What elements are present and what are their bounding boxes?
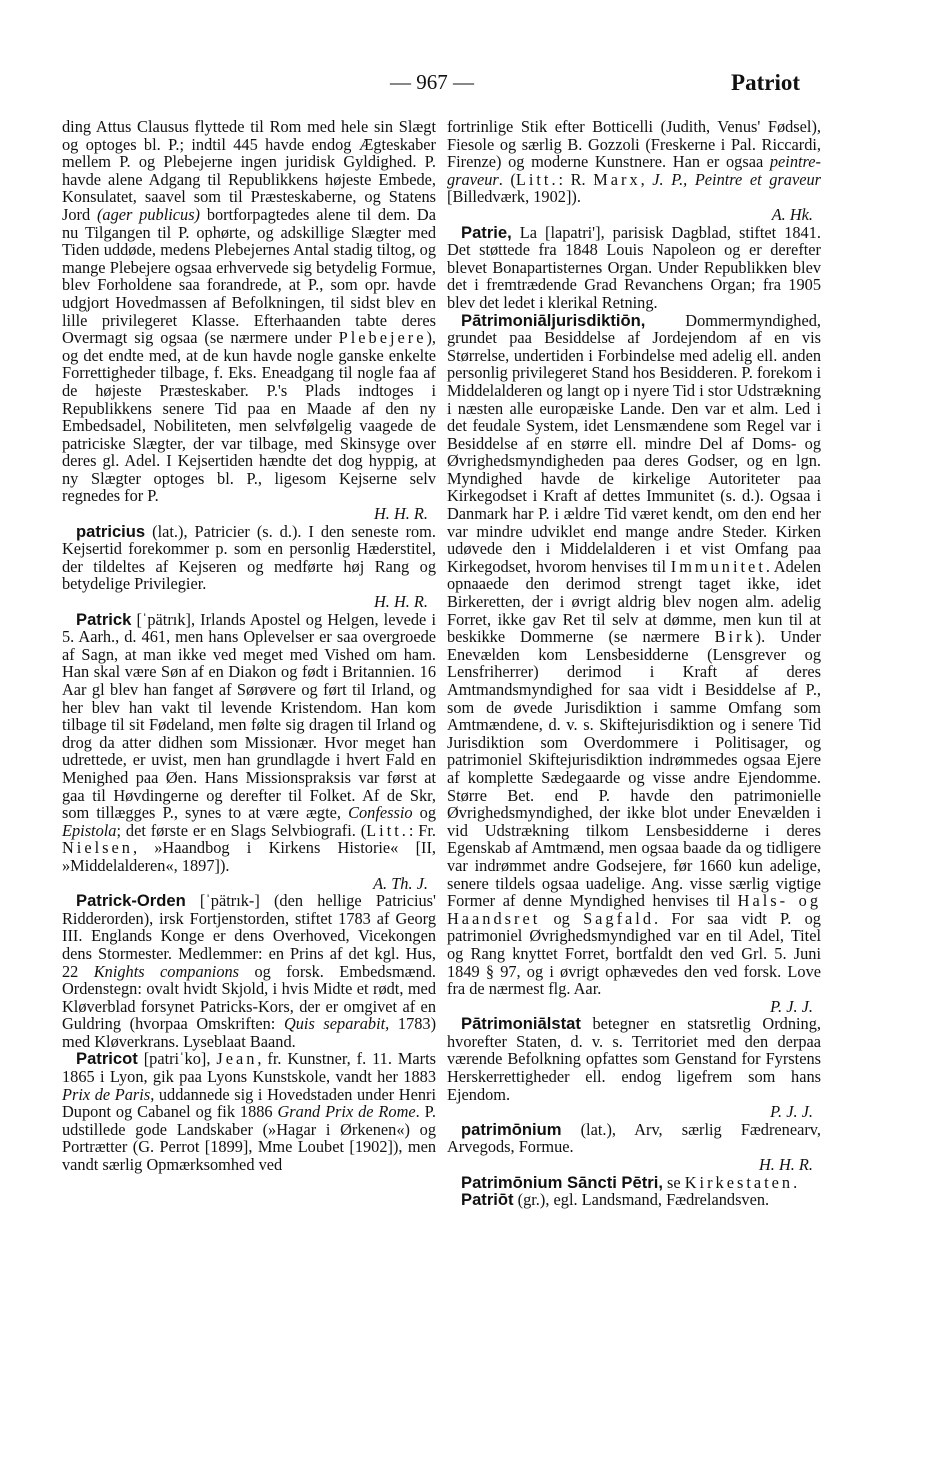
text: og bbox=[419, 803, 437, 823]
text: : Fr. bbox=[408, 820, 437, 840]
text: ), og det endte med, at de kun havde nogle ganske enkelte Forrettigheder tilbage, f. Eks. Eneadgang til nogle faa af de højeste Præsteskaber. P.'s Plads indtoges i Republikkens senere Tid paa en Maade af den ny Embedsadel, Nobiliteten, men selvfølgelig vaagede de patriciske Slægter, der var tilbage, med Skinsyge over deres gl. Adel. I Kejsertiden hændte det dog hyppig, at ny Slægter optoges bl. P., ligesom Kejserne selv regnedes for P. bbox=[62, 328, 437, 506]
text: [patriˈko], bbox=[143, 1049, 211, 1069]
text: [ˈpätrık-] (den hellige Patricius' Ridderorden), irsk Fortjenstorden, stiftet 1783 af Georg III. Englands Konge er dens Overhoved, Vicekongen dens Stormester. Medlemmer: en Prins af det kgl. Hus, 22 bbox=[62, 891, 436, 981]
author-name: Marx bbox=[593, 169, 641, 189]
text: . Adelen opnaaede den derimod strengt taget ikke, idet Birkeretten, der i øvrigt aldrig blev nogen alm. adelig Forret, ikke gav Ret til selv at dømme, men kun til at beskikke Dommerne (se nærmere bbox=[447, 556, 821, 647]
entry-patricot bbox=[62, 1050, 436, 1173]
text-italic: J. P., Peintre et graveur bbox=[652, 169, 821, 189]
headword: Pātrimoniālstat bbox=[461, 1014, 581, 1034]
literature-label: Litt. bbox=[366, 820, 409, 840]
entry-patrie bbox=[447, 224, 821, 312]
cross-reference: Kirkestaten bbox=[684, 1172, 794, 1192]
text-italic: Knights companions bbox=[93, 961, 240, 981]
cross-reference: Hals- og Haandsret bbox=[447, 891, 821, 928]
text: . P. udstillede gode Landskaber (»Hagar i Ørkenen«) og Portrætter (G. Perrot [1899], Mme Loubet [1902]), men vandt særlig Opmærksomhed ved bbox=[62, 1102, 437, 1175]
entry-patrimonialstat bbox=[447, 1015, 821, 1121]
literature-label: Litt. bbox=[515, 169, 559, 189]
headword: patrimōnium bbox=[461, 1119, 562, 1139]
text-italic: Grand Prix de Rome bbox=[277, 1102, 416, 1122]
headword: Patrick bbox=[76, 609, 132, 629]
text: La [lapatri'], parisisk Dagblad, stiftet 1841. Det støttede fra 1848 Louis Napoleon og er derefter blevet Bonapartisternes Organ. Under Republikken blev det i fremtrædende Grad Revanchens Organ; fra 1905 blev det ledet i klerikal Retning. bbox=[447, 222, 821, 312]
text: fortrinlige Stik efter Botticelli (Judith, Venus' Fødsel), Fiesole og særlig B. Gozzoli (Freskerne i Pal. Riccardi, Firenze) og moderne Kunstnere. Han er ogsaa bbox=[447, 117, 821, 172]
text: , »Haandbog i Kirkens Historie« [II, »Middelalderen«, 1897]). bbox=[62, 838, 436, 875]
text-italic: Prix de Paris bbox=[62, 1084, 151, 1104]
text: [Billedværk, 1902]). bbox=[447, 187, 581, 207]
entry-patrimonium-sancti-petri bbox=[447, 1174, 821, 1192]
running-head: Patriot bbox=[731, 70, 800, 95]
entry-patrimonium bbox=[447, 1121, 821, 1174]
cross-reference: Birk bbox=[714, 627, 756, 647]
text: ). Under Enevælden kom Lensbesidderne (Lensgrever og Lensfriherrer) derimod i Kraft af deres Amtmandsmyndighed for saa vidt i Besiddelse af P., som de øvede Jurisdiktion i samme Omfang som Amtmændene, d. v. s. Skiftejurisdiktion og i senere Tid Jurisdiktion som Overdommere i Politisager, og patrimoniel Skiftejurisdiktion indrømmedes ogsaa Ejere af komplette Sædegaarde og visse andre Ejendomme. Større Bet. end P. havde den patrimonielle Øvrighedsmyndighed, der ikke blot under Enevælden i vid Udstrækning tilkom Lensbesidderne i deres Egenskab af Amtmænd, men ogsaa baade da og tidligere var indrømmet andre Godsejere, før 1660 kun adelige, senere tildels ogsaa uadelige. Ang. visse særlig vigtige Former af denne Myndighed henvises til bbox=[447, 627, 821, 911]
cross-reference: Immunitet bbox=[670, 556, 766, 576]
text-italic: peintre-graveur bbox=[447, 152, 821, 189]
text: . ( bbox=[498, 169, 516, 189]
text: bortforpagtedes alene til dem. Da nu Tilgangen til P. ophørte, og adskillige Slægter med Tiden uddøde, medens Plebejernes Antal stadig tiltog, og mange Plebejere ogsaa erhvervede sig betydelig Formue, blev Forholdene saa forandrede, at P., som opr. havde udgjort Hovedmassen af Befolkningen, til sidst blev en lille privilegeret Klasse. Efterhaanden tabte deres Overmagt sig ogsaa (se nærmere under bbox=[62, 204, 436, 348]
text: 1783) med Kløverkrans. Lyseblaat Baand. bbox=[62, 1014, 437, 1051]
text: . bbox=[793, 1172, 798, 1192]
person-name: Jean bbox=[216, 1049, 258, 1069]
headword: Patrie, bbox=[461, 222, 512, 242]
left-column bbox=[62, 118, 436, 1174]
right-column bbox=[447, 118, 821, 1209]
headword: patricius bbox=[76, 521, 146, 541]
entry-patricot-continuation bbox=[447, 118, 821, 224]
entry-patrick-orden bbox=[62, 892, 436, 1050]
author-signature: H. H. R. bbox=[373, 504, 428, 524]
entry-patricier-continuation bbox=[62, 118, 436, 523]
headword: Pātrimoniāljurisdiktiōn, bbox=[461, 310, 646, 330]
headword: Patrimōnium Sāncti Pētri, bbox=[461, 1172, 663, 1192]
text: , uddannede sig i Hovedstaden under Henri Dupont og Cabanel og fik 1886 bbox=[62, 1084, 437, 1122]
page-header bbox=[0, 66, 928, 100]
text: . For saa vidt P. og patrimoniel Øvrighedsmyndighed var en til Adel, Titel og Rang knyttet Forret, bortfaldt den ved Grl. 5. Juni 1849 § 97, og i øvrigt ophævedes den ved forsk. Love fra de nærmest flg. Aar. bbox=[447, 908, 821, 999]
entry-patriot bbox=[447, 1191, 821, 1209]
text: (gr.), egl. Landsmand, Fædrelandsven. bbox=[517, 1190, 770, 1210]
author-signature: A. Th. J. bbox=[373, 873, 428, 893]
author-signature: H. H. R. bbox=[373, 592, 428, 612]
text: : R. bbox=[558, 169, 586, 189]
author-name: Nielsen bbox=[62, 838, 133, 858]
text: Dommermyndighed, grundet paa Besiddelse af Jordejendom af en vis Størrelse, undertiden i Forbindelse med adelig ell. anden personlig privilegeret Stand hos Besidderen. P. forekom i Middelalderen og langt op i nyere Tid i stor Udstrækning i næsten alle europæiske Lande. Den var et alm. Led i det feudale System, idet Lensmændene som Regel var i Besiddelse af en større ell. mindre Del af Doms- og Øvrighedsmyndigheden paa deres Godser, og en lgn. Myndighed havde de kirkelige Autoriteter paa Kirkegodset i Kraft af dettes Immunitet (s. d.). Ogsaa i Danmark har P. i ældre Tid været kendt, om den end her var mindre udviklet end mange andre Steder. Kirken udøvede den i Middelalderen i et vist Omfang paa Kirkegodset, hvorom henvises til bbox=[447, 310, 821, 576]
text: betegner en statsretlig Ordning, hvorefter Staten, d. v. s. Territoriet med den derpaa værende Befolkning opfattes som Genstand for Fyrstens Herskerrettigheder ell. endog ligefrem som hans Ejendom. bbox=[447, 1014, 821, 1104]
text-italic: Confessio bbox=[348, 803, 413, 823]
text: (lat.), Patricier (s. d.). I den seneste rom. Kejsertid forekommer p. som en personlig Hæderstitel, der tildeltes af Kejseren og medførte høj Rang og betydelige Privilegier. bbox=[62, 521, 436, 594]
text: se bbox=[667, 1172, 681, 1192]
page-number: — 967 — bbox=[390, 70, 474, 94]
cross-reference: Sagfald bbox=[583, 908, 655, 928]
headword: Patrick-Orden bbox=[76, 891, 186, 911]
text-italic: Epistola bbox=[62, 820, 117, 840]
text: , fr. Kunstner, f. 11. Marts 1865 i Lyon, gik paa Lyons Kunstskole, vandt her 1883 bbox=[62, 1049, 436, 1087]
text: (lat.), Arv, særlig Fædrenearv, Arvegods, Formue. bbox=[447, 1119, 821, 1157]
author-signature: H. H. R. bbox=[758, 1155, 813, 1175]
cross-reference: Plebejere bbox=[338, 328, 427, 348]
entry-patricius bbox=[62, 523, 436, 611]
headword: Patriōt bbox=[461, 1190, 514, 1210]
text: ; det første er en Slags Selvbiografi. ( bbox=[116, 820, 367, 840]
entry-patrick bbox=[62, 611, 436, 893]
entry-patrimonialjurisdiktion bbox=[447, 312, 821, 1016]
text: og forsk. Embedsmænd. Ordenstegn: ovalt hvidt Skjold, i hvis Midte et rødt, med Kløverblad forsynet Patricks-Kors, der er omgivet af en Guldring (hvorpaa Omskriften: bbox=[62, 961, 436, 1034]
author-signature: P. J. J. bbox=[770, 996, 813, 1016]
headword: Patricot bbox=[76, 1049, 138, 1069]
text: ding Attus Clausus flyttede til Rom med hele sin Slægt og optoges bl. P.; indtil 445 havde endog Ægteskaber mellem P. og Plebejerne ingen juridisk Gyldighed. P. havde alene Adgang til Republikkens højeste Embede, Konsulatet, saavel som til Præsteskaberne, og Statens Jord bbox=[62, 117, 436, 224]
text-italic: (ager publicus) bbox=[96, 204, 201, 224]
author-signature: A. Hk. bbox=[771, 204, 813, 224]
text-italic: Quis separabit, bbox=[283, 1014, 390, 1034]
text: [ˈpätrık], Irlands Apostel og Helgen, levede i 5. Aarh., d. 461, men hans Oplevelser er saa overgroede af Sagn, at man ikke ved meget med Vished om ham. Han skal være Søn af en Diakon og født i Britannien. 16 Aar gl blev han fanget af Sørøvere og ført til Irland, og her blev han vakt til levende Kristendom. Han kom tilbage til sit Fødeland, men følte sig dragen til Irland og drog da atter didhen som Missionær. Hvor meget han udrettede, er uvist, men han grundlagde i hvert Fald en Menighed paa Øen. Hans Missionspraksis var først at gaa til Høvdingerne og derefter til Folket. Af de Skr, som tillægges P., synes to at være ægte, bbox=[62, 609, 436, 823]
text: , bbox=[640, 169, 645, 189]
text: og bbox=[553, 908, 570, 928]
author-signature: P. J. J. bbox=[770, 1102, 813, 1122]
